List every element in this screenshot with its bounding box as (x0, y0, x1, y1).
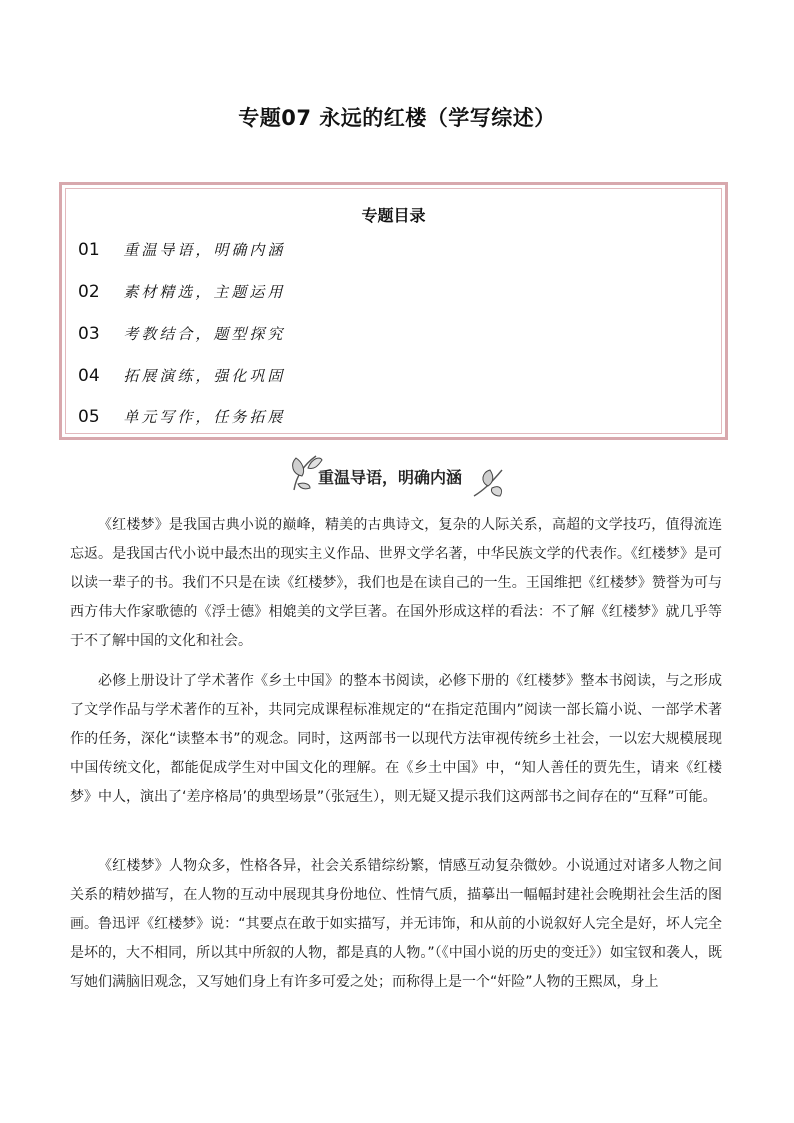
toc-item-02[interactable] (78, 281, 285, 305)
toc-item-label: 拓展演练，强化巩固 (123, 367, 286, 385)
body-paragraph-1 (70, 511, 722, 656)
toc-item-number: 01 (78, 240, 100, 260)
toc-item-number: 05 (78, 407, 100, 427)
leaf-icon (470, 466, 506, 500)
toc-inner-border (65, 188, 722, 434)
toc-item-label: 素材精选，主题运用 (123, 283, 286, 301)
toc-item-03[interactable] (78, 323, 285, 347)
toc-item-number: 03 (78, 324, 100, 344)
body-paragraph-2 (70, 667, 722, 812)
paragraph-text: 《红楼梦》人物众多，性格各异，社会关系错综纷繁，情感互动复杂微妙。小说通过对诸多人物之间关系的精妙描写，在人物的互动中展现其身份地位、性情气质，描摹出一幅幅封建社会晚期社会生活的图画。鲁迅评《红楼梦》说：“其要点在敢于如实描写，并无讳饰，和从前的小说叙好人完全是好，坏人完全是坏的，大不相同，所以其中所叙的人物，都是真的人物。”（《中国小说的历史的变迁》）如宝钗和袭人，既写她们满脑旧观念，又写她们身上有许多可爱之处；而称得上是一个“奸险”人物的王熙凤，身上 (70, 858, 722, 990)
toc-item-01[interactable] (78, 239, 285, 263)
section-banner-title: 重温导语，明确内涵 (318, 468, 463, 487)
toc-item-label: 重温导语，明确内涵 (123, 241, 286, 259)
section-banner (288, 452, 506, 500)
toc-heading: 专题目录 (361, 206, 426, 225)
paragraph-text: 《红楼梦》是我国古典小说的巅峰，精美的古典诗文，复杂的人际关系，高超的文学技巧，值得流连忘返。是我国古代小说中最杰出的现实主义作品、世界文学名著，中华民族文学的代表作。《红楼梦》是可以读一辈子的书。我们不只是在读《红楼梦》，我们也是在读自己的一生。王国维把《红楼梦》赞誉为可与西方伟大作家歌德的《浮士德》相媲美的文学巨著。在国外形成这样的看法：不了解《红楼梦》就几乎等于不了解中国的文化和社会。 (70, 517, 722, 649)
toc-box (59, 182, 728, 440)
toc-item-number: 04 (78, 366, 100, 386)
paragraph-text: 必修上册设计了学术著作《乡土中国》的整本书阅读，必修下册的《红楼梦》整本书阅读，与之形成了文学作品与学术著作的互补，共同完成课程标准规定的“在指定范围内”阅读一部长篇小说、一部学术著作的任务，深化“读整本书”的观念。同时，这两部书一以现代方法审视传统乡土社会，一以宏大规模展现中国传统文化，都能促成学生对中国文化的理解。在《乡土中国》中，“知人善任的贾先生，请来《红楼梦》中人，演出了‘差序格局’的典型场景”（张冠生），则无疑又提示我们这两部书之间存在的“互释”可能。 (70, 673, 722, 805)
toc-item-05[interactable] (78, 406, 285, 430)
toc-item-04[interactable] (78, 365, 285, 389)
toc-item-label: 考教结合，题型探究 (123, 325, 286, 343)
body-paragraph-3 (70, 852, 722, 997)
page-title: 专题07 永远的红楼（学写综述） (238, 106, 556, 130)
toc-item-number: 02 (78, 282, 100, 302)
toc-item-label: 单元写作，任务拓展 (123, 408, 286, 426)
